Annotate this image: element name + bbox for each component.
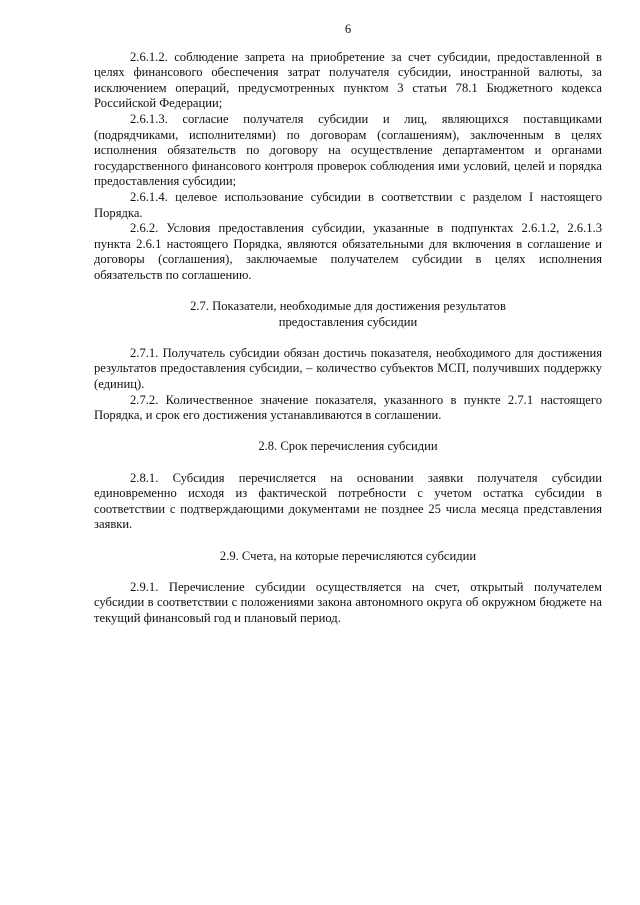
paragraph-2-6-1-4: 2.6.1.4. целевое использование субсидии в соответствии с разделом I настоящего Порядка. [94,189,602,220]
spacer [94,284,602,300]
document-page [94,22,602,627]
page-number: 6 [344,22,352,36]
paragraph-2-7-1: 2.7.1. Получатель субсидии обязан достичь показателя, необходимого для достижения результатов предоставления субсидии, – количество субъектов МСП, получивших поддержку (единиц). [94,345,602,392]
section-heading-2-8: 2.8. Срок перечисления субсидии [258,439,438,454]
paragraph-2-6-1-2: 2.6.1.2. соблюдение запрета на приобретение за счет субсидии, предоставленной в целях финансового обеспечения затрат получателя субсидии, иностранной валюты, за исключением операций, предусмотренных пунктом 3 статьи 78.1 Бюджетного кодекса Российской Федерации; [94,49,602,111]
paragraph-2-7-2: 2.7.2. Количественное значение показателя, указанного в пункте 2.7.1 настоящего Порядка, и срок его достижения устанавливаются в соглашении. [94,392,602,423]
paragraph-2-6-2: 2.6.2. Условия предоставления субсидии, указанные в подпунктах 2.6.1.2, 2.6.1.3 пункта 2.6.1 настоящего Порядка, являются обязательными для включения в соглашение и договоры (соглашения), заключаемые получателем субсидии в целях исполнения обязательств по соглашению. [94,221,602,282]
paragraph-2-6-1-3: 2.6.1.3. согласие получателя субсидии и лиц, являющихся поставщиками (подрядчиками, исполнителями) по договорам (соглашениям), заключенным в целях исполнения обязательств по договору на осуществление департаментом и органами государственного финансового контроля проверок соблюдения ими условий, целей и порядка предоставления субсидии; [94,111,602,189]
paragraph-2-8-1: 2.8.1. Субсидия перечисляется на основании заявки получателя субсидии единовременно исходя из фактической потребности с учетом остатка субсидии в соответствии с подтверждающими документами не позднее 25 числа месяца представления заявки. [94,470,602,532]
spacer [94,564,602,580]
spacer [94,455,602,471]
section-heading-2-7-line1: 2.7. Показатели, необходимые для достижения результатов [190,299,506,314]
section-heading-2-9: 2.9. Счета, на которые перечисляются субсидии [219,548,477,563]
spacer [94,330,602,346]
section-heading-2-7-line2: предоставления субсидии [278,314,418,329]
spacer [94,424,602,440]
paragraph-2-9-1: 2.9.1. Перечисление субсидии осуществляется на счет, открытый получателем субсидии в соответствии с положениями закона автономного округа об окружном бюджете на текущий финансовый год и плановый период. [94,579,602,625]
spacer [94,533,602,549]
section-heading-2-7 [94,299,602,330]
